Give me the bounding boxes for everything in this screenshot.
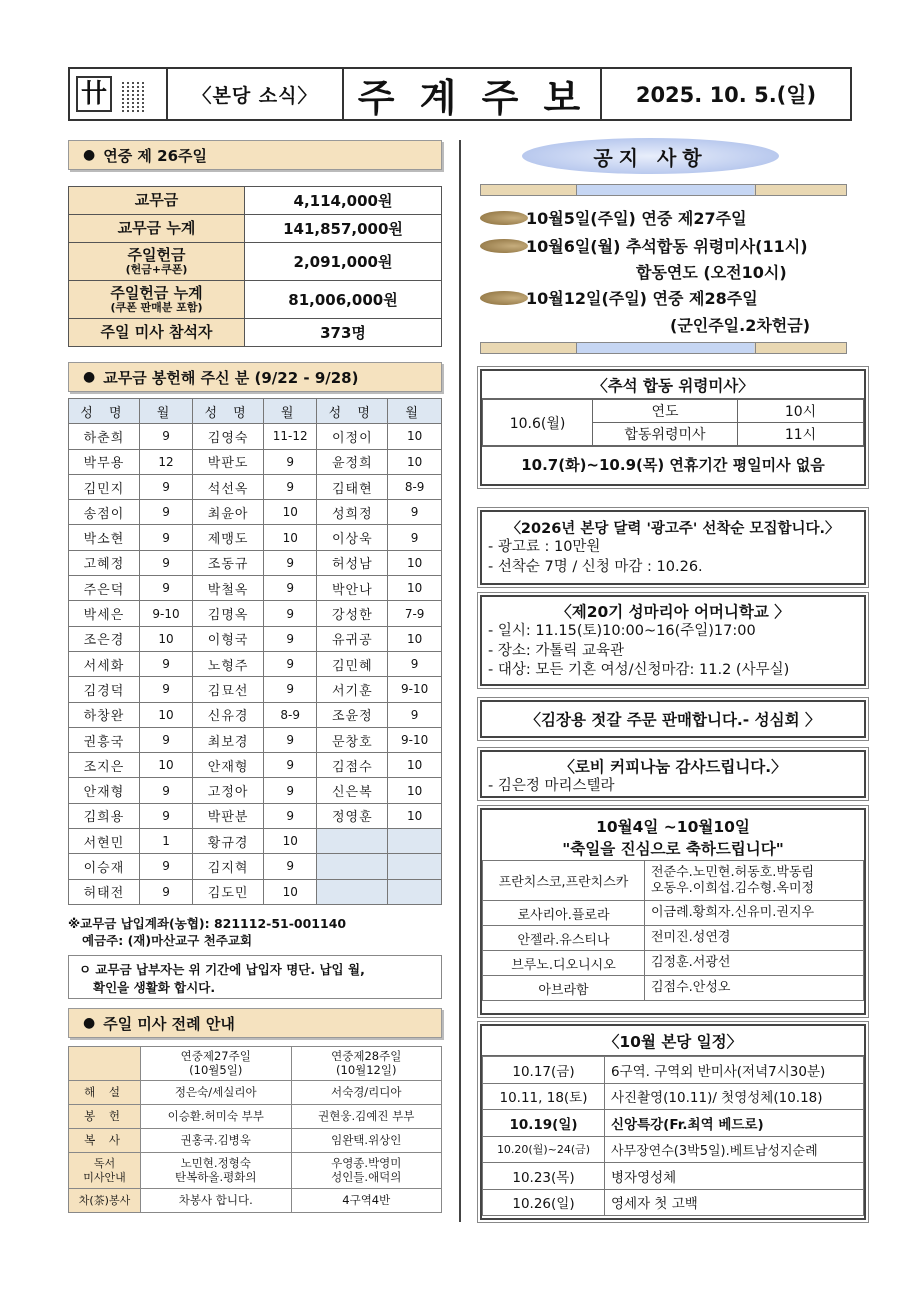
feast-subtitle: "축일을 진심으로 축하드립니다" bbox=[562, 840, 784, 858]
donor-month: 9-10 bbox=[388, 727, 442, 752]
donor-name: 주은덕 bbox=[69, 576, 140, 601]
donor-row bbox=[69, 449, 442, 474]
donor-name: 김묘선 bbox=[193, 677, 264, 702]
donor-month: 10 bbox=[139, 626, 192, 651]
bullet-dot-icon: ● bbox=[83, 1015, 96, 1031]
donor-name: 김점수 bbox=[317, 753, 388, 778]
mass-cell: 정은숙/세실리아 bbox=[141, 1081, 292, 1105]
donor-name: 김영숙 bbox=[193, 424, 264, 449]
mass-header-blank bbox=[69, 1047, 141, 1081]
donor-row bbox=[69, 474, 442, 499]
note-line: ㅇ 교무금 납부자는 위 기간에 납입자 명단. 납입 월, bbox=[79, 962, 365, 977]
mass-cell: 권홍국.김병욱 bbox=[141, 1129, 292, 1153]
donor-month: 9 bbox=[139, 651, 192, 676]
calendar-ad-box bbox=[480, 510, 866, 585]
donor-name: 김지혁 bbox=[193, 854, 264, 879]
summary-label-cell bbox=[69, 281, 245, 319]
summary-sublabel: (쿠폰 판매분 포함) bbox=[110, 300, 203, 314]
summary-row bbox=[69, 187, 442, 215]
sunday-section-title: 연중 제 26주일 bbox=[103, 146, 207, 165]
schedule-event: 6구역. 구역외 반미사(저녁7시30분) bbox=[605, 1057, 864, 1084]
donation-note bbox=[68, 955, 442, 999]
donor-month: 12 bbox=[139, 449, 192, 474]
donor-name: 정영훈 bbox=[317, 803, 388, 828]
feast-box bbox=[480, 808, 866, 1015]
donor-month bbox=[388, 854, 442, 879]
donor-month: 10 bbox=[388, 449, 442, 474]
schedule-row bbox=[483, 1163, 864, 1190]
donor-month: 9 bbox=[264, 449, 317, 474]
donor-month: 9 bbox=[264, 778, 317, 803]
donor-name: 신은복 bbox=[317, 778, 388, 803]
donor-name: 박철옥 bbox=[193, 576, 264, 601]
bulletin-date: 2025. 10. 5.(일) bbox=[635, 83, 817, 107]
donor-month: 7-9 bbox=[388, 601, 442, 626]
schedule-row bbox=[483, 1110, 864, 1137]
summary-label-cell bbox=[69, 243, 245, 281]
donor-row bbox=[69, 778, 442, 803]
mass-header-row bbox=[69, 1047, 442, 1081]
donor-month: 9 bbox=[139, 778, 192, 803]
mass-cell: 4구역4반 bbox=[291, 1189, 442, 1213]
donor-name: 박세은 bbox=[69, 601, 140, 626]
mass-row bbox=[69, 1189, 442, 1213]
sunday-section-bar bbox=[68, 140, 442, 170]
feast-saint: 안젤라.유스티나 bbox=[483, 926, 645, 951]
feast-table bbox=[482, 860, 864, 1001]
donor-name: 윤정희 bbox=[317, 449, 388, 474]
feast-row bbox=[483, 861, 864, 901]
donor-name: 박소현 bbox=[69, 525, 140, 550]
schedule-event: 병자영성체 bbox=[605, 1163, 864, 1190]
donor-name: 허태전 bbox=[69, 879, 140, 904]
schedule-row bbox=[483, 1057, 864, 1084]
decorative-rule bbox=[480, 184, 847, 196]
donor-row bbox=[69, 727, 442, 752]
donor-name: 조지은 bbox=[69, 753, 140, 778]
donor-name: 강성한 bbox=[317, 601, 388, 626]
donor-name: 고혜정 bbox=[69, 550, 140, 575]
mass-cell: 임완택.위상인 bbox=[291, 1129, 442, 1153]
donor-name: 김희용 bbox=[69, 803, 140, 828]
feast-row bbox=[483, 976, 864, 1001]
mass-role: 독서 미사안내 bbox=[69, 1153, 141, 1189]
donor-month: 9 bbox=[264, 753, 317, 778]
summary-label: 교무금 bbox=[69, 187, 245, 215]
summary-label: 주일 미사 참석자 bbox=[69, 319, 245, 347]
donor-row bbox=[69, 550, 442, 575]
mass-row bbox=[69, 1105, 442, 1129]
donor-month: 9 bbox=[264, 803, 317, 828]
donor-month: 9 bbox=[139, 803, 192, 828]
memorial-date: 10.6(월) bbox=[483, 400, 593, 446]
notice-item-cont: 합동연도 (오전10시) bbox=[636, 263, 787, 282]
account-line: ※교무금 납입계좌(농협): 821112-51-001140 bbox=[68, 916, 347, 931]
donor-name: 이형국 bbox=[193, 626, 264, 651]
schedule-box bbox=[480, 1024, 866, 1220]
feast-title: 10월4일 ~10월10일 bbox=[596, 818, 750, 836]
donor-name: 유귀공 bbox=[317, 626, 388, 651]
donor-row bbox=[69, 803, 442, 828]
mass-cell: 이승환.허미숙 부부 bbox=[141, 1105, 292, 1129]
feast-saint: 아브라함 bbox=[483, 976, 645, 1001]
donors-table bbox=[68, 398, 442, 905]
cross-logo-icon: 卄 bbox=[76, 76, 112, 112]
donors-header-row bbox=[69, 399, 442, 424]
donor-name: 박무용 bbox=[69, 449, 140, 474]
donor-name: 하창완 bbox=[69, 702, 140, 727]
donor-name: 박판도 bbox=[193, 449, 264, 474]
summary-value: 81,006,000원 bbox=[245, 281, 442, 319]
donor-month: 10 bbox=[388, 778, 442, 803]
donor-month: 11-12 bbox=[264, 424, 317, 449]
donors-section-title: 교무금 봉헌해 주신 분 (9/22 - 9/28) bbox=[103, 368, 359, 387]
schedule-event: 사진촬영(10.11)/ 첫영성체(10.18) bbox=[605, 1083, 864, 1110]
schedule-event: 영세자 첫 고백 bbox=[605, 1189, 864, 1216]
mass-cell: 서숙경/리디아 bbox=[291, 1081, 442, 1105]
donor-month: 9 bbox=[388, 702, 442, 727]
memorial-row bbox=[483, 400, 864, 423]
donor-month: 9 bbox=[388, 500, 442, 525]
donor-month: 9 bbox=[264, 727, 317, 752]
mothers-school-line: - 장소: 가톨릭 교육관 bbox=[488, 642, 625, 659]
mass-cell: 노민현.정형숙 탄복하올.평화의 bbox=[141, 1153, 292, 1189]
mass-row bbox=[69, 1081, 442, 1105]
col-header-month: 월 bbox=[139, 399, 192, 424]
feast-saint: 프란치스코,프란치스카 bbox=[483, 861, 645, 901]
donor-month: 10 bbox=[388, 576, 442, 601]
donor-name bbox=[317, 829, 388, 854]
mass-col-header: 연중제28주일 (10월12일) bbox=[291, 1047, 442, 1081]
donor-name bbox=[317, 879, 388, 904]
donor-name: 안재형 bbox=[69, 778, 140, 803]
feast-names: 전준수.노민현.허동호.박동림 오동우.이희섭.김수형.옥미정 bbox=[645, 861, 864, 901]
donor-name: 김경덕 bbox=[69, 677, 140, 702]
donor-month: 9 bbox=[264, 677, 317, 702]
mass-row bbox=[69, 1129, 442, 1153]
schedule-date: 10.19(일) bbox=[483, 1110, 605, 1137]
donor-name: 석선옥 bbox=[193, 474, 264, 499]
donor-month: 9-10 bbox=[388, 677, 442, 702]
donor-name bbox=[317, 854, 388, 879]
donor-name: 서기훈 bbox=[317, 677, 388, 702]
schedule-date: 10.26(일) bbox=[483, 1189, 605, 1216]
mass-role: 차(茶)봉사 bbox=[69, 1189, 141, 1213]
col-header-name: 성 명 bbox=[69, 399, 140, 424]
feast-names: 김정훈.서광선 bbox=[645, 951, 864, 976]
col-header-name: 성 명 bbox=[317, 399, 388, 424]
donor-month: 9 bbox=[139, 576, 192, 601]
donor-name: 이상욱 bbox=[317, 525, 388, 550]
feast-saint: 브루노.디오니시오 bbox=[483, 951, 645, 976]
mass-cell: 차봉사 합니다. bbox=[141, 1189, 292, 1213]
donor-row bbox=[69, 651, 442, 676]
donor-month: 9 bbox=[139, 525, 192, 550]
donor-month: 9 bbox=[139, 550, 192, 575]
summary-row bbox=[69, 281, 442, 319]
donor-name: 최보경 bbox=[193, 727, 264, 752]
summary-label: 주일헌금 bbox=[127, 245, 186, 264]
mass-role: 해 설 bbox=[69, 1081, 141, 1105]
donor-month: 9 bbox=[264, 651, 317, 676]
mass-row bbox=[69, 1153, 442, 1189]
section-label: 〈본당 소식〉 bbox=[168, 69, 344, 119]
donor-name: 권흥국 bbox=[69, 727, 140, 752]
donor-month: 9 bbox=[139, 879, 192, 904]
donor-month: 8-9 bbox=[388, 474, 442, 499]
donor-month: 9 bbox=[139, 500, 192, 525]
donor-row bbox=[69, 576, 442, 601]
schedule-date: 10.17(금) bbox=[483, 1057, 605, 1084]
mass-cell: 권현웅.김예진 부부 bbox=[291, 1105, 442, 1129]
feast-names: 이금례.황희자.신유미.권지우 bbox=[645, 901, 864, 926]
mothers-school-title: 〈제20기 성마리아 어머니학교 〉 bbox=[556, 603, 790, 621]
donor-month: 10 bbox=[388, 753, 442, 778]
donor-name: 신유경 bbox=[193, 702, 264, 727]
memorial-time: 10시 bbox=[738, 400, 864, 423]
donor-name: 노형주 bbox=[193, 651, 264, 676]
oval-bullet-icon bbox=[480, 291, 528, 305]
feast-row bbox=[483, 926, 864, 951]
donor-name: 박안나 bbox=[317, 576, 388, 601]
donor-name: 안재형 bbox=[193, 753, 264, 778]
feast-names: 김점수.안성오 bbox=[645, 976, 864, 1001]
note-line: 확인을 생활화 합시다. bbox=[93, 980, 216, 996]
summary-label: 주일헌금 누계 bbox=[110, 283, 203, 302]
donor-month: 9 bbox=[139, 474, 192, 499]
donor-month: 9 bbox=[139, 854, 192, 879]
donor-month: 10 bbox=[264, 829, 317, 854]
donor-name: 김태현 bbox=[317, 474, 388, 499]
summary-value: 373명 bbox=[245, 319, 442, 347]
coffee-box bbox=[480, 750, 866, 798]
schedule-date: 10.11, 18(토) bbox=[483, 1083, 605, 1110]
offering-summary-table bbox=[68, 186, 442, 347]
donor-row bbox=[69, 677, 442, 702]
schedule-event: 신앙특강(Fr.최역 베드로) bbox=[605, 1110, 864, 1137]
schedule-row bbox=[483, 1136, 864, 1163]
donor-month: 9 bbox=[388, 651, 442, 676]
donor-month: 10 bbox=[264, 500, 317, 525]
memorial-item: 합동위령미사 bbox=[593, 423, 738, 446]
col-header-month: 월 bbox=[264, 399, 317, 424]
feast-header bbox=[482, 810, 864, 860]
donor-row bbox=[69, 753, 442, 778]
mass-role: 봉 헌 bbox=[69, 1105, 141, 1129]
summary-value: 2,091,000원 bbox=[245, 243, 442, 281]
bullet-dot-icon: ● bbox=[83, 147, 96, 163]
donor-month: 9-10 bbox=[139, 601, 192, 626]
donor-row bbox=[69, 879, 442, 904]
donor-row bbox=[69, 829, 442, 854]
dots-pattern bbox=[122, 80, 146, 112]
bulletin-title: 주 계 주 보 bbox=[344, 69, 602, 119]
col-header-name: 성 명 bbox=[193, 399, 264, 424]
mothers-school-line: - 일시: 11.15(토)10:00~16(주일)17:00 bbox=[488, 623, 756, 639]
summary-value: 141,857,000원 bbox=[245, 215, 442, 243]
donor-name: 김민지 bbox=[69, 474, 140, 499]
donor-name: 제맹도 bbox=[193, 525, 264, 550]
coffee-line: - 김은정 마리스텔라 bbox=[488, 778, 615, 794]
donor-name: 김명옥 bbox=[193, 601, 264, 626]
donor-row bbox=[69, 854, 442, 879]
memorial-time: 11시 bbox=[738, 423, 864, 446]
col-header-month: 월 bbox=[388, 399, 442, 424]
salted-fish-box bbox=[480, 700, 866, 738]
donor-month: 9 bbox=[264, 550, 317, 575]
donor-name: 김도민 bbox=[193, 879, 264, 904]
donor-row bbox=[69, 702, 442, 727]
donor-row bbox=[69, 424, 442, 449]
notice-item: 10월12일(주일) 연중 제28주일 bbox=[480, 289, 758, 310]
feast-row bbox=[483, 951, 864, 976]
donor-month: 9 bbox=[388, 525, 442, 550]
donor-name: 이정이 bbox=[317, 424, 388, 449]
summary-sublabel: (헌금+쿠폰) bbox=[125, 262, 188, 276]
donor-row bbox=[69, 626, 442, 651]
donor-row bbox=[69, 500, 442, 525]
schedule-row bbox=[483, 1189, 864, 1216]
mass-role: 복 사 bbox=[69, 1129, 141, 1153]
calendar-ad-title: 〈2026년 본당 달력 '광고주' 선착순 모집합니다.〉 bbox=[506, 521, 840, 537]
memorial-mass-box bbox=[480, 369, 866, 486]
notice-title: 공지 사항 bbox=[522, 138, 779, 174]
donors-section-bar bbox=[68, 362, 442, 392]
notice-item: 10월5일(주일) 연중 제27주일 bbox=[480, 209, 747, 230]
calendar-ad-line: - 광고료 : 10만원 bbox=[488, 539, 601, 555]
donor-name: 서세화 bbox=[69, 651, 140, 676]
summary-label: 교무금 누계 bbox=[69, 215, 245, 243]
donor-month: 9 bbox=[264, 601, 317, 626]
donor-month bbox=[388, 879, 442, 904]
coffee-title: 〈로비 커피나눔 감사드립니다.〉 bbox=[559, 758, 787, 776]
donor-month: 9 bbox=[264, 626, 317, 651]
donor-name: 이승재 bbox=[69, 854, 140, 879]
donor-name: 문창호 bbox=[317, 727, 388, 752]
donor-name: 황규경 bbox=[193, 829, 264, 854]
donor-month: 10 bbox=[139, 753, 192, 778]
mass-cell: 우영종.박영미 성인들.애덕의 bbox=[291, 1153, 442, 1189]
salted-fish-title: 〈김장용 젓갈 주문 판매합니다.- 성심회 〉 bbox=[525, 711, 821, 729]
column-divider bbox=[459, 140, 461, 1222]
decorative-rule bbox=[480, 342, 847, 354]
donor-month: 10 bbox=[388, 803, 442, 828]
donor-month: 9 bbox=[264, 576, 317, 601]
calendar-ad-line: - 선착순 7명 / 신청 마감 : 10.26. bbox=[488, 558, 703, 575]
mass-col-header: 연중제27주일 (10월5일) bbox=[141, 1047, 292, 1081]
donor-month: 10 bbox=[388, 626, 442, 651]
mass-section-title: 주일 미사 전례 안내 bbox=[103, 1014, 235, 1033]
donor-month: 10 bbox=[264, 525, 317, 550]
mass-liturgy-table bbox=[68, 1046, 442, 1213]
donor-name: 최윤아 bbox=[193, 500, 264, 525]
logo-cell bbox=[70, 69, 168, 119]
summary-row bbox=[69, 319, 442, 347]
notice-item: 10월6일(월) 추석합동 위령미사(11시) bbox=[480, 237, 808, 258]
donor-month bbox=[388, 829, 442, 854]
donor-month: 10 bbox=[388, 550, 442, 575]
mass-section-bar bbox=[68, 1008, 442, 1038]
donor-name: 고정아 bbox=[193, 778, 264, 803]
notice-item-cont: (군인주일.2차헌금) bbox=[670, 316, 811, 335]
schedule-date: 10.20(월)~24(금) bbox=[483, 1136, 605, 1163]
donor-month: 8-9 bbox=[264, 702, 317, 727]
schedule-row bbox=[483, 1083, 864, 1110]
donor-row bbox=[69, 525, 442, 550]
account-info bbox=[68, 916, 346, 950]
donor-name: 하춘희 bbox=[69, 424, 140, 449]
bullet-dot-icon: ● bbox=[83, 369, 96, 385]
donor-month: 9 bbox=[264, 474, 317, 499]
donor-month: 10 bbox=[264, 879, 317, 904]
feast-row bbox=[483, 901, 864, 926]
schedule-table bbox=[482, 1056, 864, 1216]
schedule-title: 〈10월 본당 일정〉 bbox=[482, 1026, 864, 1056]
donor-month: 9 bbox=[139, 677, 192, 702]
schedule-event: 사무장연수(3박5일).베트남성지순례 bbox=[605, 1136, 864, 1163]
summary-row bbox=[69, 215, 442, 243]
donor-month: 1 bbox=[139, 829, 192, 854]
donor-name: 박판분 bbox=[193, 803, 264, 828]
feast-saint: 로사리아.플로라 bbox=[483, 901, 645, 926]
mothers-school-box bbox=[480, 595, 866, 686]
bulletin-header bbox=[68, 67, 852, 121]
summary-value: 4,114,000원 bbox=[245, 187, 442, 215]
donor-name: 조은경 bbox=[69, 626, 140, 651]
donor-month: 10 bbox=[388, 424, 442, 449]
donor-name: 송점이 bbox=[69, 500, 140, 525]
donor-month: 9 bbox=[139, 727, 192, 752]
donor-name: 김민혜 bbox=[317, 651, 388, 676]
donor-name: 조윤정 bbox=[317, 702, 388, 727]
mothers-school-line: - 대상: 모든 기혼 여성/신청마감: 11.2 (사무실) bbox=[488, 662, 790, 679]
memorial-item: 연도 bbox=[593, 400, 738, 423]
holiday-notice: 10.7(화)~10.9(목) 연휴기간 평일미사 없음 bbox=[482, 446, 864, 482]
feast-names: 전미진.성연경 bbox=[645, 926, 864, 951]
donor-name: 성희정 bbox=[317, 500, 388, 525]
summary-row bbox=[69, 243, 442, 281]
memorial-title: 〈추석 합동 위령미사〉 bbox=[482, 371, 864, 399]
oval-bullet-icon bbox=[480, 211, 528, 225]
account-holder: 예금주: (재)마산교구 천주교회 bbox=[82, 932, 253, 948]
donor-month: 10 bbox=[139, 702, 192, 727]
donor-name: 조동규 bbox=[193, 550, 264, 575]
donor-row bbox=[69, 601, 442, 626]
memorial-table bbox=[482, 399, 864, 446]
donor-month: 9 bbox=[264, 854, 317, 879]
donor-month: 9 bbox=[139, 424, 192, 449]
oval-bullet-icon bbox=[480, 239, 528, 253]
donor-name: 서현민 bbox=[69, 829, 140, 854]
donor-name: 허성남 bbox=[317, 550, 388, 575]
schedule-date: 10.23(목) bbox=[483, 1163, 605, 1190]
